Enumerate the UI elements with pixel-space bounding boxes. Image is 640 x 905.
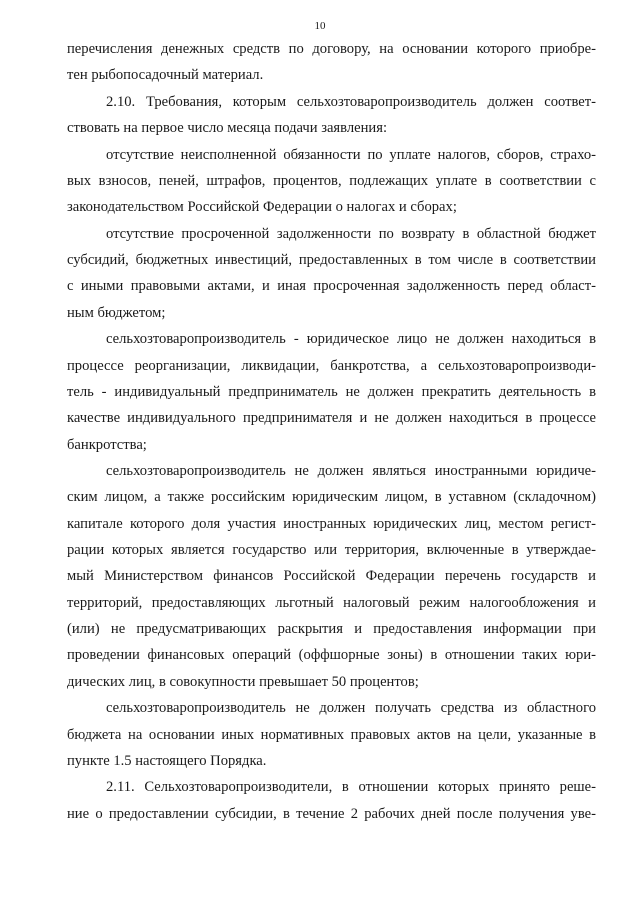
text-line: тель - индивидуальный предприниматель не должен прекратить деятельность в [67,384,596,400]
text-line: территорий, предоставляющих льготный налоговый режим налогообложения и [67,595,596,611]
page-number: 10 [314,20,326,32]
text-line: банкротства; [67,437,147,453]
text-line: мый Министерством финансов Российской Федерации перечень государств и [67,568,596,584]
text-line: ствовать на первое число месяца подачи заявления: [67,120,387,136]
text-line: пункте 1.5 настоящего Порядка. [67,753,267,769]
text-line: вых взносов, пеней, штрафов, процентов, подлежащих уплате в соответствии с [67,173,596,189]
text-line: тен рыбопосадочный материал. [67,67,264,83]
text-line: перечисления денежных средств по договору, на основании которого приобре- [67,41,596,57]
text-line: с иными правовыми актами, и иная просроченная задолженность перед област- [67,278,596,294]
text-line: отсутствие просроченной задолженности по возврату в областной бюджет [106,226,596,242]
text-line: дических лиц, в совокупности превышает 50 процентов; [67,674,419,690]
text-line: бюджета на основании иных нормативных правовых актов на цели, указанные в [67,727,596,743]
text-line: субсидий, бюджетных инвестиций, предоставленных в том числе в соответствии [67,252,596,268]
text-line: 2.10. Требования, которым сельхозтоваропроизводитель должен соответ- [106,94,596,110]
text-line: рации которых является государство или территория, включенные в утверждае- [67,542,596,558]
text-line: сельхозтоваропроизводитель не должен получать средства из областного [106,700,596,716]
text-line: сельхозтоваропроизводитель - юридическое лицо не должен находиться в [106,331,596,347]
text-line: законодательством Российской Федерации о налогах и сборах; [67,199,457,215]
text-line: ским лицом, а также российским юридическим лицом, в уставном (складочном) [67,489,596,505]
text-line: 2.11. Сельхозтоваропроизводители, в отношении которых принято реше- [106,779,596,795]
text-line: отсутствие неисполненной обязанности по уплате налогов, сборов, страхо- [106,147,596,163]
text-line: процессе реорганизации, ликвидации, банкротства, а сельхозтоваропроизводи- [67,358,596,374]
text-line: ние о предоставлении субсидии, в течение 2 рабочих дней после получения уве- [67,806,596,822]
text-line: качестве индивидуального предпринимателя и не должен находиться в процессе [67,410,596,426]
text-line: капитале которого доля участия иностранных юридических лиц, местом регист- [67,516,596,532]
text-line: (или) не предусматривающих раскрытия и предоставления информации при [67,621,596,637]
text-line: ным бюджетом; [67,305,166,321]
text-line: сельхозтоваропроизводитель не должен являться иностранными юридиче- [106,463,596,479]
text-line: проведении финансовых операций (оффшорные зоны) в отношении таких юри- [67,647,596,663]
